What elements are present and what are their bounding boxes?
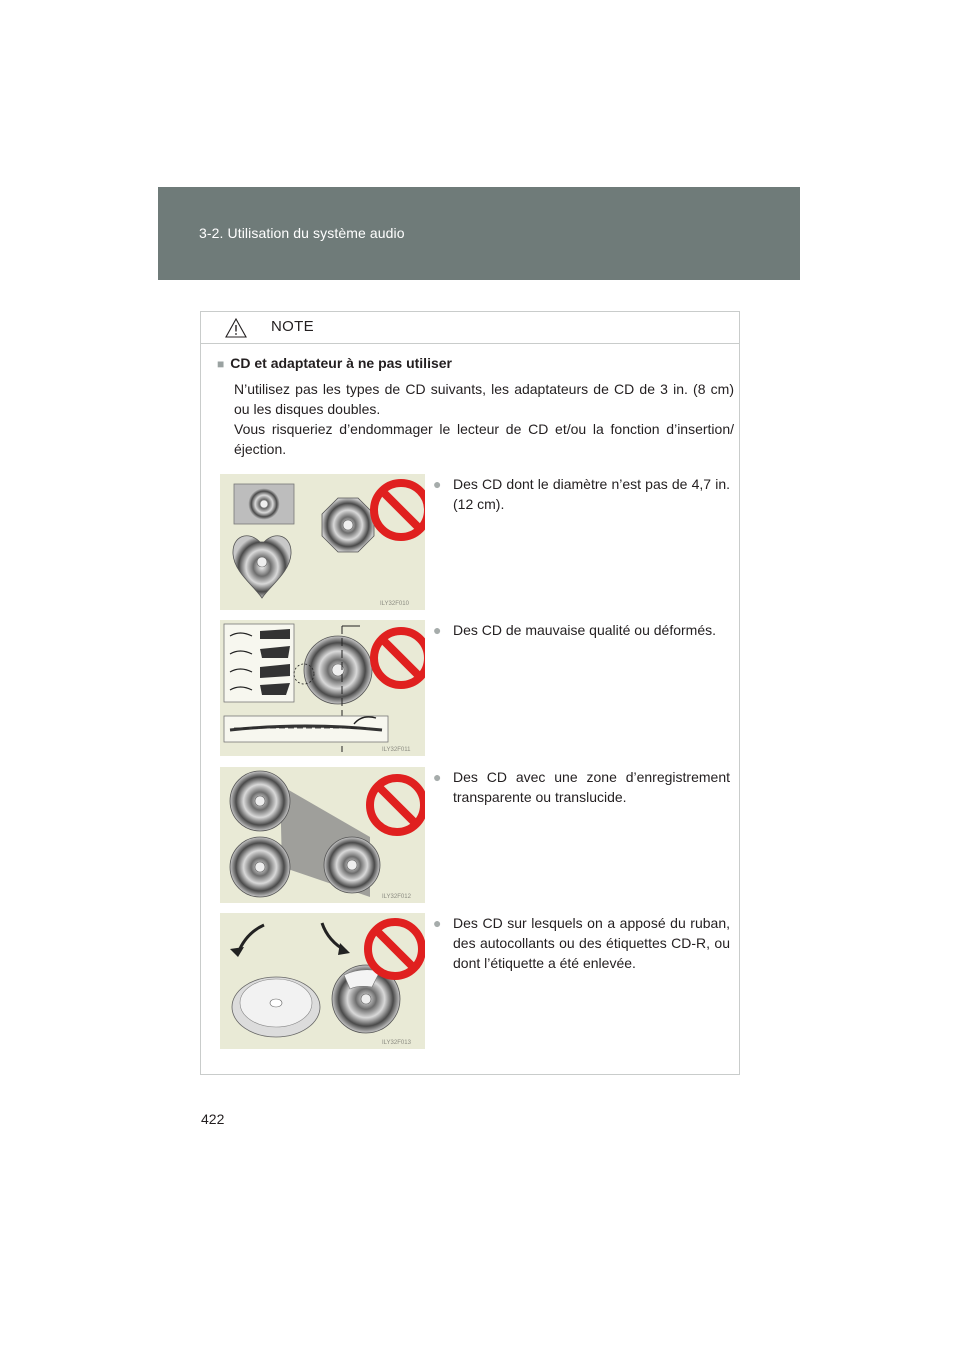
prohibition-sign-icon	[374, 631, 425, 685]
header-band	[158, 187, 800, 280]
bullet-icon: ●	[433, 915, 442, 931]
item-caption: ● Des CD de mauvaise qualité ou déformés.	[433, 622, 717, 638]
note-box	[200, 311, 740, 1075]
prohibition-sign-icon	[374, 483, 425, 537]
prohibition-sign-icon	[370, 778, 424, 832]
list-item	[220, 913, 730, 1051]
odd-shaped-cd-illustration	[220, 474, 425, 610]
figure-odd-shaped-cd	[220, 474, 425, 610]
svg-text:ILY32F010: ILY32F010	[380, 601, 409, 607]
bullet-icon: ●	[433, 476, 442, 492]
deformed-cd-illustration	[220, 620, 425, 756]
intro-line: Vous risqueriez d’endommager le lecteur de CD et/ou la fonction d’insertion/éjection.	[234, 421, 734, 457]
transparent-cd-illustration	[220, 767, 425, 903]
bullet-icon: ●	[433, 622, 442, 638]
figure-deformed-cd	[220, 620, 425, 756]
note-label: NOTE	[271, 318, 314, 335]
warning-triangle-icon	[225, 318, 247, 338]
item-caption: ● Des CD dont le diamètre n’est pas de 4,7 in. (12 cm).	[433, 476, 730, 512]
prohibition-sign-icon	[368, 922, 422, 976]
figure-labeled-cd	[220, 913, 425, 1049]
svg-text:ILY32F012: ILY32F012	[382, 894, 411, 900]
section-header-title: 3-2. Utilisation du système audio	[199, 225, 405, 241]
list-item	[220, 620, 730, 758]
figure-transparent-cd	[220, 767, 425, 903]
section-title	[217, 355, 452, 371]
svg-text:ILY32F011: ILY32F011	[382, 747, 411, 753]
labeled-cd-illustration	[220, 913, 425, 1049]
square-bullet-icon: ■	[217, 357, 225, 371]
list-item	[220, 767, 730, 905]
list-item	[220, 474, 730, 612]
intro-line: N’utilisez pas les types de CD suivants, les adaptateurs de CD de 3 in. (8 cm) ou les disques doubles.	[234, 381, 734, 417]
item-caption: ● Des CD sur lesquels on a apposé du ruban, des autocollants ou des étiquettes CD-R, ou dont l’étiquette a été enlevée.	[433, 915, 730, 971]
svg-text:ILY32F013: ILY32F013	[382, 1040, 411, 1046]
item-caption: ● Des CD avec une zone d’enregistrement transparente ou translucide.	[433, 769, 730, 805]
intro-paragraph	[234, 379, 734, 459]
section-title-text: CD et adaptateur à ne pas utiliser	[230, 355, 452, 371]
bullet-icon: ●	[433, 769, 442, 785]
page-number: 422	[201, 1111, 225, 1127]
note-header	[201, 312, 739, 344]
